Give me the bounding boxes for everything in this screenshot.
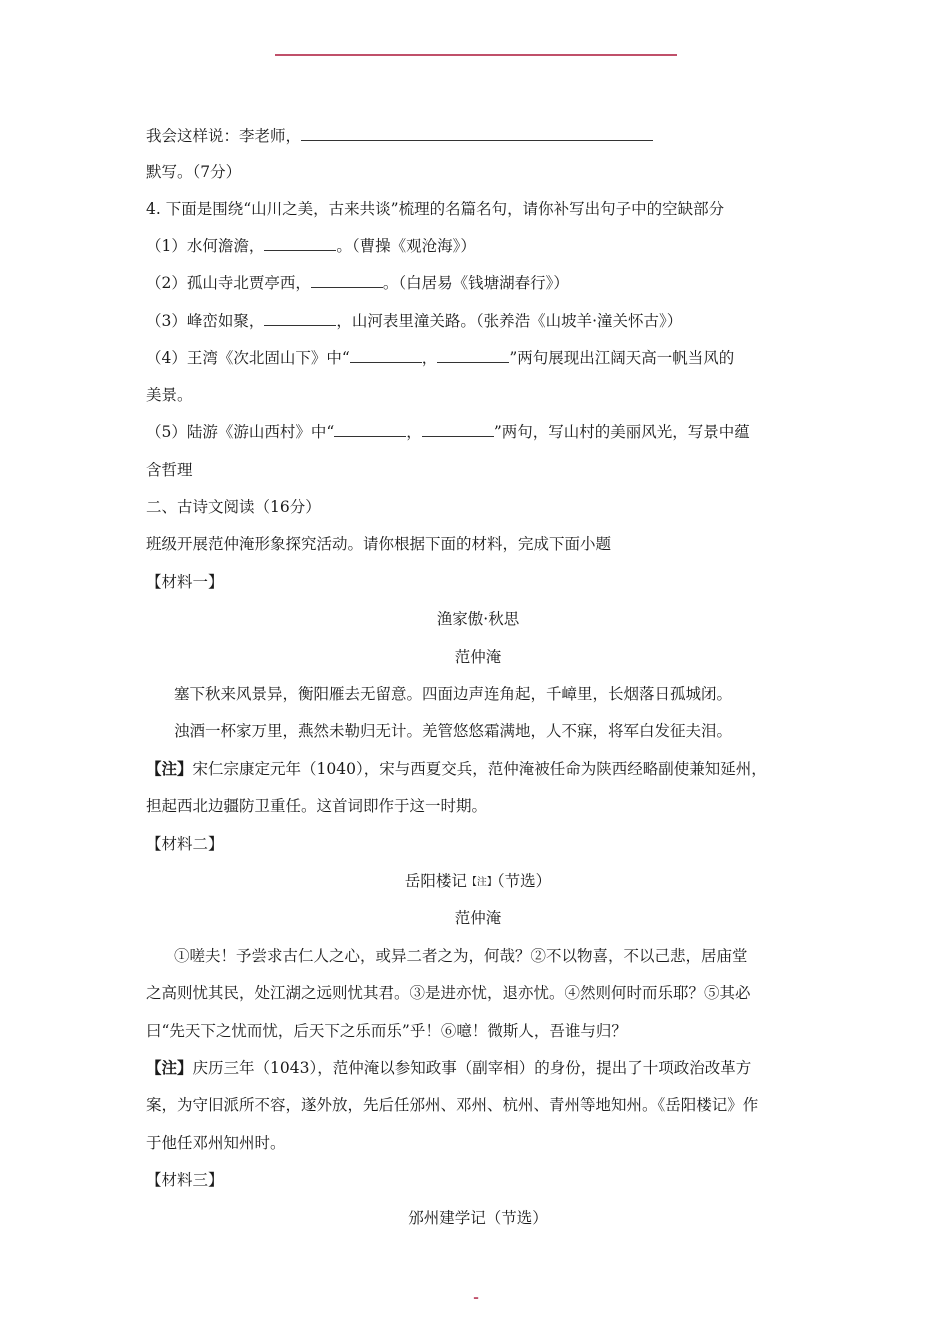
page-footer-mark: -: [473, 1290, 479, 1306]
answer-blank[interactable]: [437, 348, 509, 363]
essay-title: 岳阳楼记【注】（节选）: [404, 872, 552, 890]
answer-blank[interactable]: [334, 422, 406, 437]
note-2: 【注】庆历三年（1043），范仲淹以参知政事（副宰相）的身份，提出了十项政治改革方: [146, 1058, 752, 1077]
text-line: 担起西北边疆防卫重任。这首词即作于这一时期。: [146, 797, 488, 815]
essay-text: 之高则忧其民，处江湖之远则忧其君。③是进亦忧，退亦忧。④然则何时而乐耶？⑤其必: [146, 984, 751, 1002]
item-3: （3）峰峦如聚， ，山河表里潼关路。（张养浩《山坡羊·潼关怀古》）: [146, 312, 683, 330]
item-5: （5）陆游《游山西村》中“ ， ”两句，写山村的美丽风光，写景中蕴: [146, 423, 750, 441]
text-line: 默写。（7分）: [146, 163, 242, 181]
question-4-heading: 4. 下面是围绕“山川之美，古来共谈”梳理的名篇名句，请你补写出句子中的空缺部分: [146, 200, 725, 218]
answer-blank[interactable]: [264, 311, 336, 326]
answer-blank[interactable]: [301, 126, 653, 141]
text-line: 美景。: [146, 386, 193, 404]
essay-text: 曰“先天下之忧而忧，后天下之乐而乐”乎！⑥噫！微斯人，吾谁与归？: [146, 1022, 627, 1040]
header-rule: [275, 54, 677, 56]
essay-text: ①嗟夫！予尝求古仁人之心，或异二者之为，何哉？②不以物喜，不以己悲，居庙堂: [174, 947, 748, 965]
answer-blank[interactable]: [422, 422, 494, 437]
poem-verse: 浊酒一杯家万里，燕然未勒归无计。羌管悠悠霜满地，人不寐，将军白发征夫泪。: [174, 722, 733, 740]
item-1: （1）水何澹澹， 。（曹操《观沧海》）: [146, 237, 476, 255]
section-2-heading: 二、古诗文阅读（16分）: [146, 498, 321, 516]
text-line: 案，为守旧派所不容，遂外放，先后任邠州、邓州、杭州、青州等地知州。《岳阳楼记》作: [146, 1096, 759, 1114]
text-line: 含哲理: [146, 461, 193, 479]
poem-author: 范仲淹: [454, 648, 502, 666]
answer-blank[interactable]: [350, 348, 422, 363]
item-2: （2）孤山寺北贾亭西， 。（白居易《钱塘湖春行》）: [146, 274, 569, 292]
section-intro: 班级开展范仲淹形象探究活动。请你根据下面的材料，完成下面小题: [146, 535, 612, 553]
note-1: 【注】宋仁宗康定元年（1040），宋与西夏交兵，范仲淹被任命为陕西经略副使兼知延州，: [146, 759, 767, 778]
answer-blank[interactable]: [311, 273, 383, 288]
material-3-label: 【材料三】: [146, 1171, 224, 1189]
item-4: （4）王湾《次北固山下》中“ ， ”两句展现出江阔天高一帆当风的: [146, 349, 735, 367]
essay-author: 范仲淹: [454, 909, 502, 927]
material-2-label: 【材料二】: [146, 835, 224, 853]
text-line: 于他任邓州知州时。: [146, 1134, 286, 1152]
answer-blank[interactable]: [264, 236, 336, 251]
material-1-label: 【材料一】: [146, 573, 224, 591]
essay-3-title: 邠州建学记（节选）: [408, 1209, 548, 1227]
poem-verse: 塞下秋来风景异，衡阳雁去无留意。四面边声连角起，千嶂里，长烟落日孤城闭。: [174, 685, 733, 703]
text-line: 我会这样说：李老师，: [146, 125, 653, 147]
poem-title: 渔家傲·秋思: [436, 610, 520, 628]
